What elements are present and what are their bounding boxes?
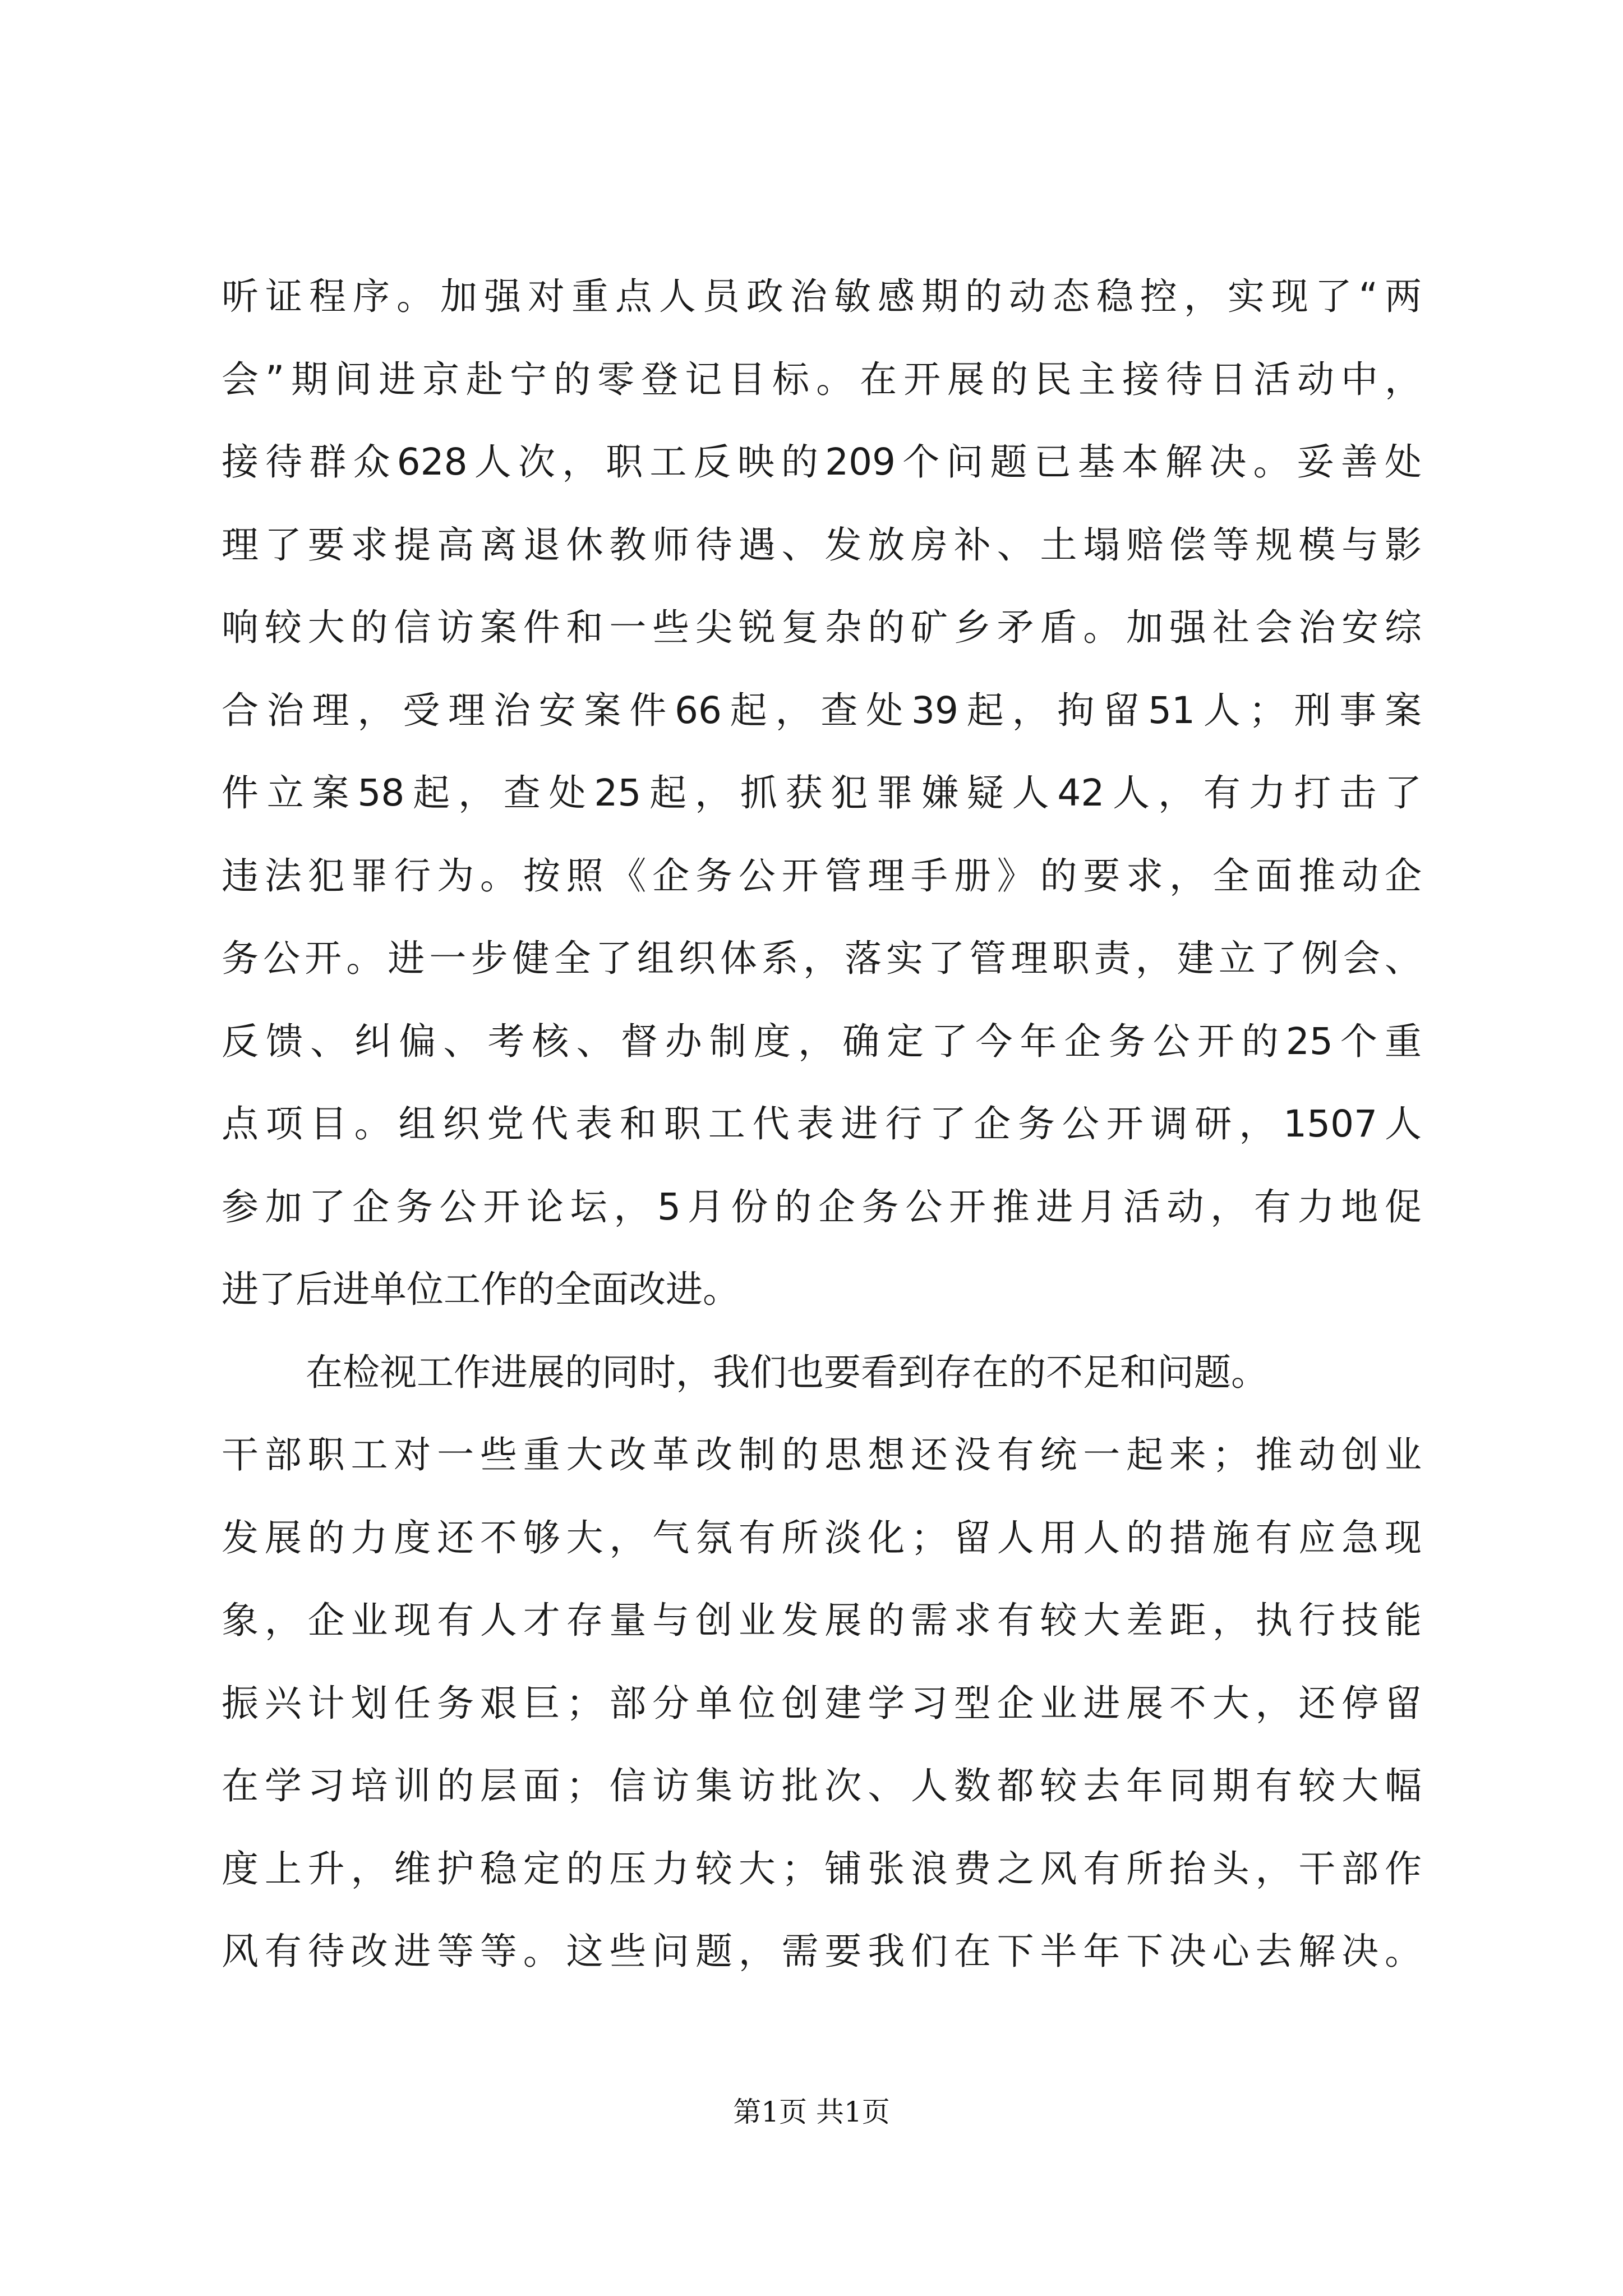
text-line-15: 干部职工对一些重大改革改制的思想还没有统一起来；推动创业 <box>222 1433 1422 1476</box>
text-line-20: 度上升，维护稳定的压力较大；铺张浪费之风有所抬头，干部作 <box>222 1847 1422 1890</box>
text-line-10: 反馈、纠偏、考核、督办制度，确定了今年企务公开的25个重 <box>222 1019 1422 1063</box>
text-line-21: 风有待改进等等。这些问题，需要我们在下半年下决心去解决。 <box>222 1930 1422 1973</box>
text-line-13: 进了后进单位工作的全面改进。 <box>222 1268 740 1311</box>
text-line-11: 点项目。组织党代表和职工代表进行了企务公开调研，1507人 <box>222 1102 1422 1145</box>
text-line-2: 会”期间进京赴宁的零登记目标。在开展的民主接待日活动中， <box>222 357 1422 401</box>
text-line-1: 听证程序。加强对重点人员政治敏感期的动态稳控，实现了“两 <box>222 275 1422 318</box>
text-line-14: 在检视工作进展的同时，我们也要看到存在的不足和问题。 <box>306 1350 1268 1394</box>
page-number-label: 第1页 共1页 <box>733 2096 890 2128</box>
text-line-6: 合治理，受理治安案件66起，查处39起，拘留51人；刑事案 <box>222 688 1422 732</box>
text-line-4: 理了要求提高离退休教师待遇、发放房补、土塌赔偿等规模与影 <box>222 523 1422 567</box>
text-line-16: 发展的力度还不够大，气氛有所淡化；留人用人的措施有应急现 <box>222 1516 1422 1559</box>
text-line-5: 响较大的信访案件和一些尖锐复杂的矿乡矛盾。加强社会治安综 <box>222 606 1422 649</box>
text-line-18: 振兴计划任务艰巨；部分单位创建学习型企业进展不大，还停留 <box>222 1681 1422 1725</box>
text-line-7: 件立案58起，查处25起，抓获犯罪嫌疑人42人，有力打击了 <box>222 771 1422 815</box>
page-footer <box>0 2092 1623 2132</box>
text-line-17: 象，企业现有人才存量与创业发展的需求有较大差距，执行技能 <box>222 1599 1422 1642</box>
text-line-3: 接待群众628人次，职工反映的209个问题已基本解决。妥善处 <box>222 440 1422 484</box>
text-line-9: 务公开。进一步健全了组织体系，落实了管理职责，建立了例会、 <box>222 937 1422 980</box>
document-body <box>222 255 1422 1993</box>
text-line-12: 参加了企务公开论坛，5月份的企务公开推进月活动，有力地促 <box>222 1185 1422 1228</box>
text-line-8: 违法犯罪行为。按照《企务公开管理手册》的要求，全面推动企 <box>222 854 1422 898</box>
text-line-19: 在学习培训的层面；信访集访批次、人数都较去年同期有较大幅 <box>222 1764 1422 1807</box>
